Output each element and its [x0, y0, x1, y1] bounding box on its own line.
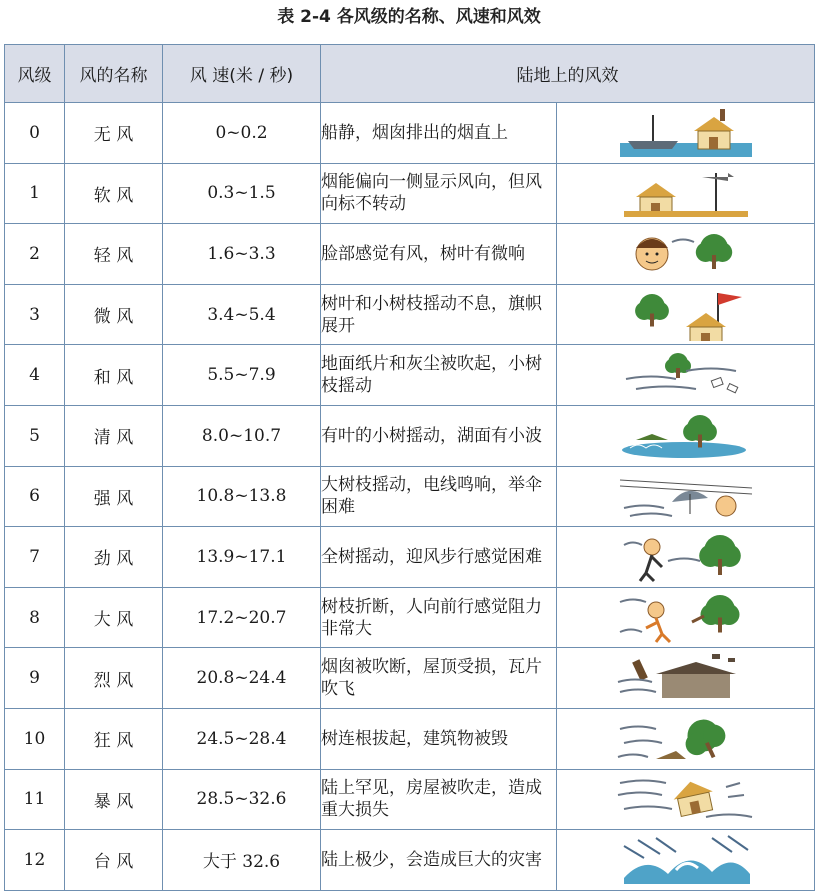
table-row	[5, 769, 815, 830]
table-row	[5, 466, 815, 527]
wind-level: 6	[5, 466, 65, 527]
boat-house-icon	[616, 107, 756, 159]
illustration-cell	[557, 163, 815, 224]
typhoon-icon	[616, 834, 756, 886]
wind-speed: 0.3~1.5	[163, 163, 321, 224]
header-effect: 陆地上的风效	[321, 45, 815, 103]
header-name: 风的名称	[65, 45, 163, 103]
illustration-cell	[557, 405, 815, 466]
table-row	[5, 284, 815, 345]
wind-name: 强 风	[65, 466, 163, 527]
table-caption: 表 2-4 各风级的名称、风速和风效	[277, 7, 541, 27]
wind-level: 10	[5, 708, 65, 769]
wind-effect: 船静，烟囱排出的烟直上	[321, 103, 557, 164]
walker-tree-icon	[616, 531, 756, 583]
wind-effect: 全树摇动，迎风步行感觉困难	[321, 527, 557, 588]
illustration-cell	[557, 769, 815, 830]
wind-speed: 17.2~20.7	[163, 587, 321, 648]
wind-name: 和 风	[65, 345, 163, 406]
umbrella-wire-icon	[616, 470, 756, 522]
illustration-cell	[557, 587, 815, 648]
uprooted-tree-icon	[616, 713, 756, 765]
table-row	[5, 103, 815, 164]
wind-effect: 树连根拔起，建筑物被毁	[321, 708, 557, 769]
illustration-cell	[557, 103, 815, 164]
wind-effect: 烟能偏向一侧显示风向，但风向标不转动	[321, 163, 557, 224]
table-row	[5, 345, 815, 406]
wind-name: 微 风	[65, 284, 163, 345]
wind-name: 劲 风	[65, 527, 163, 588]
illustration-cell	[557, 345, 815, 406]
wind-level: 3	[5, 284, 65, 345]
wind-name: 暴 风	[65, 769, 163, 830]
wind-name: 软 风	[65, 163, 163, 224]
wind-effect: 陆上罕见，房屋被吹走，造成重大损失	[321, 769, 557, 830]
wind-effect: 陆上极少，会造成巨大的灾害	[321, 830, 557, 891]
wind-name: 无 风	[65, 103, 163, 164]
wind-speed: 3.4~5.4	[163, 284, 321, 345]
table-row	[5, 527, 815, 588]
wind-name: 大 风	[65, 587, 163, 648]
wind-level: 11	[5, 769, 65, 830]
header-speed: 风 速(米 / 秒)	[163, 45, 321, 103]
weathervane-icon	[616, 167, 756, 219]
table-row	[5, 163, 815, 224]
wind-speed: 10.8~13.8	[163, 466, 321, 527]
illustration-cell	[557, 466, 815, 527]
table-row	[5, 224, 815, 285]
house-blown-icon	[616, 773, 756, 825]
wind-level: 12	[5, 830, 65, 891]
illustration-cell	[557, 527, 815, 588]
wind-level: 1	[5, 163, 65, 224]
wind-name: 轻 风	[65, 224, 163, 285]
wind-level: 9	[5, 648, 65, 709]
wind-level: 8	[5, 587, 65, 648]
wind-level: 5	[5, 405, 65, 466]
dust-paper-icon	[616, 349, 756, 401]
illustration-cell	[557, 648, 815, 709]
wind-speed: 24.5~28.4	[163, 708, 321, 769]
broken-branch-icon	[616, 592, 756, 644]
tree-flag-icon	[616, 289, 756, 341]
wind-speed: 5.5~7.9	[163, 345, 321, 406]
wind-level: 4	[5, 345, 65, 406]
face-tree-icon	[616, 228, 756, 280]
wind-name: 清 风	[65, 405, 163, 466]
wind-effect: 树枝折断，人向前行感觉阻力非常大	[321, 587, 557, 648]
wind-level: 0	[5, 103, 65, 164]
wind-speed: 8.0~10.7	[163, 405, 321, 466]
wind-effect: 脸部感觉有风，树叶有微响	[321, 224, 557, 285]
wind-speed: 13.9~17.1	[163, 527, 321, 588]
header-level: 风级	[5, 45, 65, 103]
wind-name: 烈 风	[65, 648, 163, 709]
wind-speed: 28.5~32.6	[163, 769, 321, 830]
wind-name: 台 风	[65, 830, 163, 891]
wind-effect: 地面纸片和灰尘被吹起，小树枝摇动	[321, 345, 557, 406]
table-row	[5, 587, 815, 648]
table-row	[5, 830, 815, 891]
table-row	[5, 708, 815, 769]
wind-level: 2	[5, 224, 65, 285]
table-row	[5, 648, 815, 709]
wind-effect: 大树枝摇动，电线鸣响，举伞困难	[321, 466, 557, 527]
wind-effect: 烟囱被吹断，屋顶受损，瓦片吹飞	[321, 648, 557, 709]
wind-effect: 树叶和小树枝摇动不息，旗帜展开	[321, 284, 557, 345]
table-row	[5, 405, 815, 466]
illustration-cell	[557, 708, 815, 769]
wind-speed: 1.6~3.3	[163, 224, 321, 285]
illustration-cell	[557, 830, 815, 891]
wind-level: 7	[5, 527, 65, 588]
lake-tree-icon	[616, 410, 756, 462]
wind-speed: 0~0.2	[163, 103, 321, 164]
wind-scale-table	[4, 44, 815, 891]
roof-damage-icon	[616, 652, 756, 704]
wind-effect: 有叶的小树摇动，湖面有小波	[321, 405, 557, 466]
wind-speed: 大于 32.6	[163, 830, 321, 891]
illustration-cell	[557, 224, 815, 285]
illustration-cell	[557, 284, 815, 345]
wind-speed: 20.8~24.4	[163, 648, 321, 709]
wind-name: 狂 风	[65, 708, 163, 769]
header-row	[5, 45, 815, 103]
